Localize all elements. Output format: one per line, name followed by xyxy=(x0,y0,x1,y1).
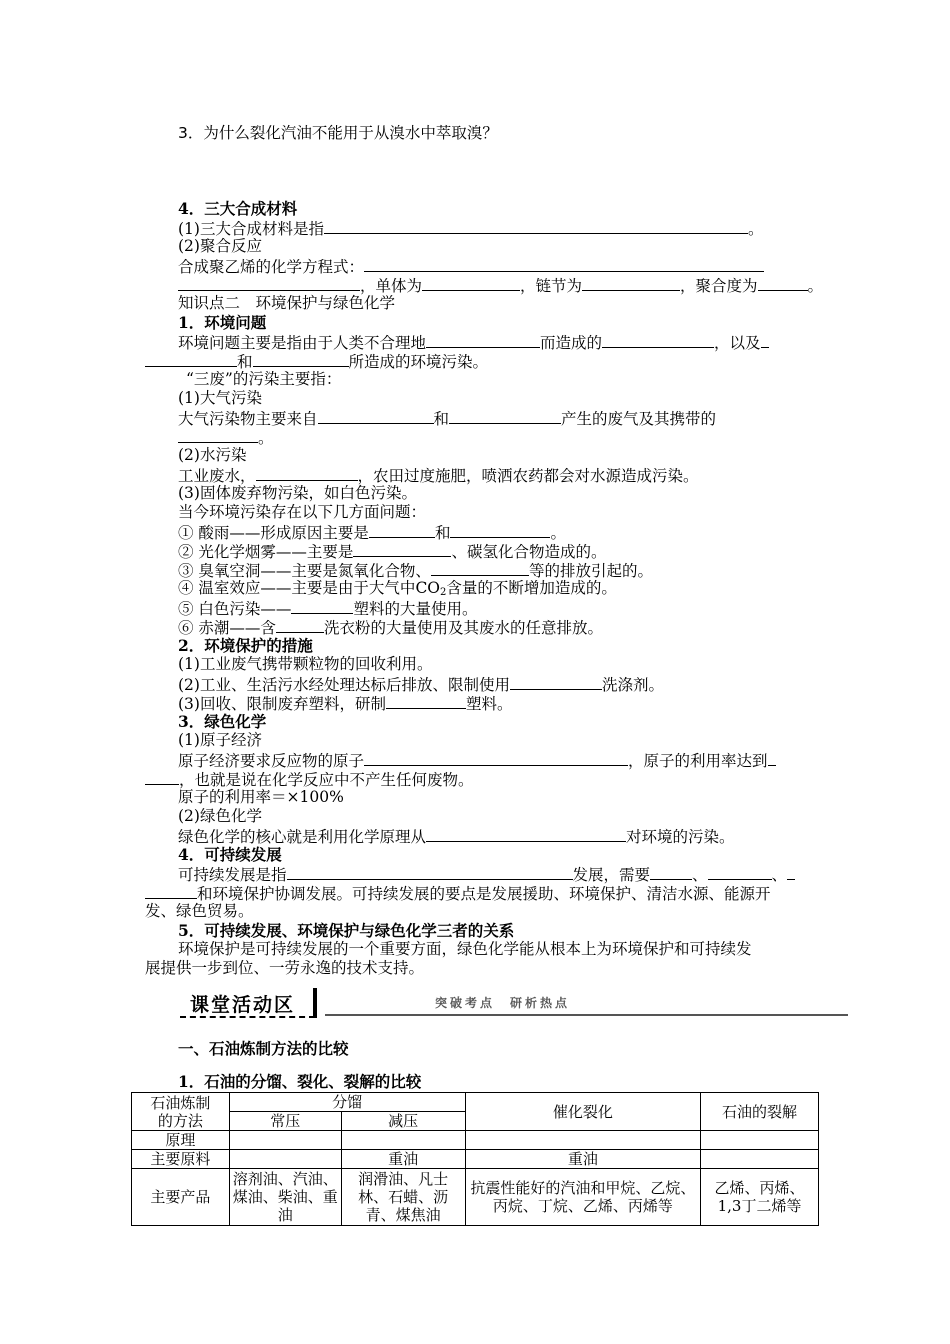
air-pollution-line-1: 大气污染物主要来自 和 产生的废气及其携带的 xyxy=(178,410,717,428)
atom-economy-line-1: 原子经济要求反应物的原子 ，原子的利用率达到 xyxy=(178,750,776,771)
env-problem-heading: 1．环境问题 xyxy=(178,313,267,332)
row-products: 主要产品 xyxy=(132,1169,230,1226)
blank[interactable] xyxy=(178,275,360,291)
blank[interactable] xyxy=(287,864,573,880)
issues-intro: 当今环境污染存在以下几方面问题： xyxy=(178,503,427,521)
header-fractionation: 分馏 xyxy=(229,1093,465,1112)
issue-greenhouse: ④ 温室效应——主要是由于大气中$CO_2$含量的不断增加造成的。 xyxy=(178,579,617,598)
blank[interactable] xyxy=(353,541,451,557)
issue-acid-rain: ① 酸雨——形成原因主要是 和 。 xyxy=(178,524,566,542)
blank[interactable] xyxy=(650,864,692,880)
atom-utilization-formula: 原子的利用率＝×100% xyxy=(178,788,344,806)
materials-line-2: (2)聚合反应 xyxy=(178,237,262,255)
blank[interactable] xyxy=(449,408,561,424)
row-feedstock: 主要原料 xyxy=(132,1150,230,1169)
issue-smog: ② 光化学烟雾——主要是 、碳氢化合物造成的。 xyxy=(178,543,607,561)
materials-line-4: ，单体为 ，链节为 ，聚合度为 。 xyxy=(178,275,823,296)
products-atmospheric: 溶剂油、汽油、煤油、柴油、重油 xyxy=(229,1169,341,1226)
blank[interactable] xyxy=(364,750,628,766)
blank[interactable] xyxy=(431,560,529,576)
header-vacuum: 减压 xyxy=(341,1112,465,1131)
blank[interactable] xyxy=(761,332,769,348)
question-3: 3．为什么裂化汽油不能用于从溴水中萃取溴？ xyxy=(178,124,498,142)
materials-line-3: 合成聚乙烯的化学方程式： xyxy=(178,256,764,277)
table-row xyxy=(132,1150,819,1169)
feed-cracking: 重油 xyxy=(465,1150,701,1169)
products-vacuum: 润滑油、凡士林、石蜡、沥青、煤焦油 xyxy=(341,1169,465,1226)
table-title: 1．石油的分馏、裂化、裂解的比较 xyxy=(178,1072,422,1091)
env-measures-heading: 2．环境保护的措施 xyxy=(178,636,313,655)
blank[interactable] xyxy=(364,256,764,272)
row-principle: 原理 xyxy=(132,1131,230,1150)
knowledge-point-2-heading: 知识点二 环境保护与绿色化学 xyxy=(178,294,396,312)
sustainable-heading: 4．可持续发展 xyxy=(178,845,282,864)
blank[interactable] xyxy=(422,275,520,291)
atom-economy-line-2: ，也就是说在化学反应中不产生任何废物。 xyxy=(145,769,474,790)
water-pollution-line-1: 工业废水， ，农田过度施肥，喷洒农药都会对水源造成污染。 xyxy=(178,467,699,485)
blank[interactable] xyxy=(787,864,795,880)
materials-heading: 4．三大合成材料 xyxy=(178,199,298,218)
issue-ozone: ③ 臭氧空洞——主要是氮氧化合物、 等的排放引起的。 xyxy=(178,562,653,580)
measure-2: (2)工业、生活污水经处理达标后排放、限制使用 洗涤剂。 xyxy=(178,676,664,694)
air-pollution-line-2: 。 xyxy=(178,427,274,448)
table-row xyxy=(132,1131,819,1150)
blank[interactable] xyxy=(768,750,776,766)
three-wastes-line: “三废”的污染主要指： xyxy=(186,370,342,388)
relation-heading: 5．可持续发展、环境保护与绿色化学三者的关系 xyxy=(178,921,515,940)
green-chem-line-1: 绿色化学的核心就是利用化学原理从 对环境的污染。 xyxy=(178,828,735,846)
solid-waste-line: (3)固体废弃物污染，如白色污染。 xyxy=(178,484,417,502)
green-chem-heading: 3．绿色化学 xyxy=(178,712,267,731)
products-cracking: 抗震性能好的汽油和甲烷、乙烷、丙烷、丁烷、乙烯、丙烯等 xyxy=(465,1169,701,1226)
blank[interactable] xyxy=(386,693,466,709)
blank[interactable] xyxy=(145,769,179,785)
relation-line-1: 环境保护是可持续发展的一个重要方面，绿色化学能从根本上为环境保护和可持续发 xyxy=(178,940,752,958)
sustainable-line-2: 和环境保护协调发展。可持续发展的要点是发展援助、环境保护、清洁水源、能源开 xyxy=(145,883,771,904)
blank[interactable] xyxy=(602,332,714,348)
materials-line-1: (1)三大合成材料是指 。 xyxy=(178,220,764,238)
blank[interactable] xyxy=(582,275,680,291)
blank[interactable] xyxy=(276,617,324,633)
relation-line-2: 展提供一步到位、一劳永逸的技术支持。 xyxy=(145,959,425,977)
sustainable-line-3: 发、绿色贸易。 xyxy=(145,902,254,920)
blank[interactable] xyxy=(291,598,353,614)
blank[interactable] xyxy=(426,826,626,842)
atom-economy-heading: (1)原子经济 xyxy=(178,731,262,749)
blank[interactable] xyxy=(145,883,197,899)
banner-divider xyxy=(313,988,317,1018)
env-problem-line-1: 环境问题主要是指由于人类不合理地 而造成的 ，以及 xyxy=(178,332,769,353)
feed-vacuum: 重油 xyxy=(341,1150,465,1169)
blank[interactable] xyxy=(369,522,435,538)
blank[interactable] xyxy=(708,864,772,880)
banner-subtitle: 突破考点 研析热点 xyxy=(435,996,571,1010)
blank[interactable] xyxy=(256,465,358,481)
sustainable-line-1: 可持续发展是指 发展，需要 、 、 xyxy=(178,864,795,885)
header-pyrolysis: 石油的裂解 xyxy=(701,1093,819,1131)
blank[interactable] xyxy=(178,427,258,443)
blank[interactable] xyxy=(253,351,349,367)
measure-1: (1)工业废气携带颗粒物的回收利用。 xyxy=(178,655,433,673)
water-pollution-heading: (2)水污染 xyxy=(178,446,247,464)
header-catalytic-cracking: 催化裂化 xyxy=(465,1093,701,1131)
issue-red-tide: ⑥ 赤潮——含 洗衣粉的大量使用及其废水的任意排放。 xyxy=(178,619,603,637)
refining-comparison-table xyxy=(131,1092,819,1226)
blank[interactable] xyxy=(450,522,550,538)
measure-3: (3)回收、限制废弃塑料，研制 塑料。 xyxy=(178,695,513,713)
banner-title: 课堂活动区 xyxy=(190,994,296,1016)
air-pollution-heading: (1)大气污染 xyxy=(178,389,262,407)
header-method: 石油炼制 的方法 xyxy=(132,1093,230,1131)
issue-white-pollution: ⑤ 白色污染—— 塑料的大量使用。 xyxy=(178,600,478,618)
blank[interactable] xyxy=(318,408,434,424)
blank[interactable] xyxy=(426,332,540,348)
banner-underline xyxy=(180,1016,315,1018)
env-problem-line-2: 和 所造成的环境污染。 xyxy=(145,351,488,372)
blank[interactable] xyxy=(324,218,748,234)
header-atmospheric: 常压 xyxy=(229,1112,341,1131)
blank[interactable] xyxy=(510,674,602,690)
table-row xyxy=(132,1169,819,1226)
classroom-activity-banner xyxy=(180,988,848,1020)
banner-rule xyxy=(325,1014,848,1016)
products-pyrolysis: 乙烯、丙烯、1,3丁二烯等 xyxy=(701,1169,819,1226)
green-chem-sub-heading: (2)绿色化学 xyxy=(178,807,262,825)
blank[interactable] xyxy=(145,351,237,367)
blank[interactable] xyxy=(758,275,808,291)
section-1-heading: 一、石油炼制方法的比较 xyxy=(178,1039,349,1058)
